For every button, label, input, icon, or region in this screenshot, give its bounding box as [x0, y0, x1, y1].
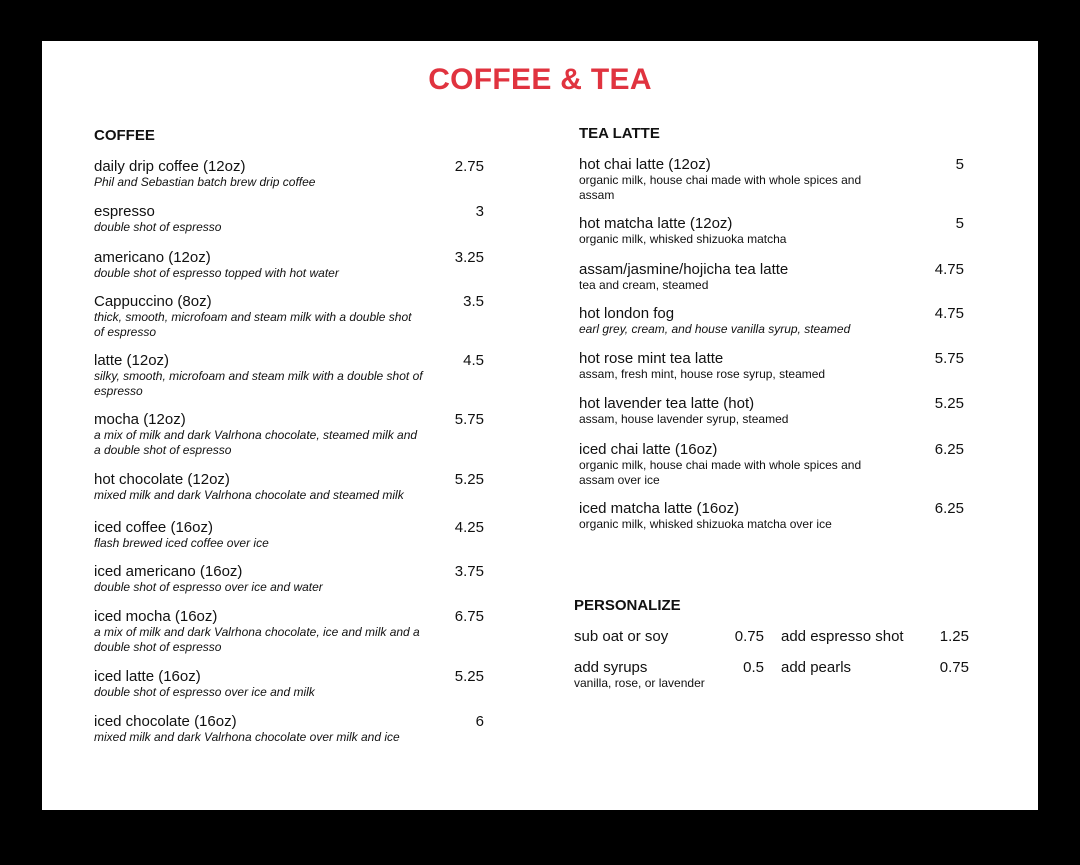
item-name: iced americano (16oz) — [94, 563, 243, 580]
item-price: 2.75 — [454, 158, 484, 175]
item-description: organic milk, whisked shizuoka matcha — [579, 232, 787, 246]
item-description: a mix of milk and dark Valrhona chocolate, ice and milk and a double shot of espresso — [94, 625, 420, 654]
menu-item — [579, 305, 899, 337]
item-description: thick, smooth, microfoam and steam milk with a double shot of espresso — [94, 310, 412, 339]
item-price: 3.75 — [454, 563, 484, 580]
item-description: double shot of espresso over ice and milk — [94, 685, 315, 699]
item-name: mocha (12oz) — [94, 411, 186, 428]
item-price: 4.75 — [934, 261, 964, 278]
menu-item — [781, 659, 931, 676]
item-name: americano (12oz) — [94, 249, 211, 266]
item-price: 3.5 — [463, 293, 484, 310]
item-price: 0.5 — [743, 659, 764, 676]
item-name: add pearls — [781, 659, 852, 676]
item-price: 5.25 — [934, 395, 964, 412]
menu-item — [94, 471, 434, 503]
item-price: 6.75 — [454, 608, 484, 625]
page-title: COFFEE & TEA — [428, 63, 652, 96]
item-name: iced mocha (16oz) — [94, 608, 218, 625]
menu-item — [94, 668, 424, 700]
item-name: Cappuccino (8oz) — [94, 293, 212, 310]
item-price: 1.25 — [939, 628, 969, 645]
item-name: espresso — [94, 203, 155, 220]
item-name: hot london fog — [579, 305, 675, 322]
menu-item — [94, 352, 424, 399]
menu-item — [94, 563, 424, 595]
menu-item — [579, 350, 889, 382]
menu-item — [94, 158, 424, 190]
menu-item — [94, 293, 424, 340]
item-price: 5.75 — [454, 411, 484, 428]
item-price: 0.75 — [939, 659, 969, 676]
item-price: 4.25 — [454, 519, 484, 536]
item-description: silky, smooth, microfoam and steam milk with a double shot of espresso — [94, 369, 423, 398]
item-description: a mix of milk and dark Valrhona chocolate, steamed milk and a double shot of espresso — [94, 428, 418, 457]
item-price: 6 — [475, 713, 484, 730]
item-description: organic milk, whisked shizuoka matcha over ice — [579, 517, 832, 531]
menu-item — [579, 215, 889, 247]
item-description: vanilla, rose, or lavender — [574, 676, 705, 690]
coffee-heading: COFFEE — [94, 127, 155, 144]
menu-item — [574, 628, 724, 645]
menu-item — [94, 713, 434, 745]
item-name: iced chocolate (16oz) — [94, 713, 237, 730]
menu-item — [781, 628, 931, 645]
item-price: 3 — [475, 203, 484, 220]
item-name: iced latte (16oz) — [94, 668, 201, 685]
item-description: flash brewed iced coffee over ice — [94, 536, 269, 550]
item-name: latte (12oz) — [94, 352, 170, 369]
item-name: add syrups — [574, 659, 648, 676]
menu-item — [94, 519, 424, 551]
item-price: 5.25 — [454, 471, 484, 488]
menu-item — [94, 249, 424, 281]
menu-item — [94, 608, 424, 655]
item-price: 6.25 — [934, 441, 964, 458]
item-price: 4.75 — [934, 305, 964, 322]
item-name: sub oat or soy — [574, 628, 669, 645]
item-price: 5.25 — [454, 668, 484, 685]
item-name: hot lavender tea latte (hot) — [579, 395, 755, 412]
item-name: add espresso shot — [781, 628, 904, 645]
item-price: 5.75 — [934, 350, 964, 367]
item-description: mixed milk and dark Valrhona chocolate over milk and ice — [94, 730, 400, 744]
item-name: iced chai latte (16oz) — [579, 441, 718, 458]
menu-item — [94, 203, 424, 235]
menu-page — [42, 41, 1038, 810]
item-description: double shot of espresso topped with hot water — [94, 266, 339, 280]
item-price: 6.25 — [934, 500, 964, 517]
item-name: hot matcha latte (12oz) — [579, 215, 733, 232]
item-description: assam, fresh mint, house rose syrup, steamed — [579, 367, 826, 381]
menu-item — [579, 500, 889, 532]
item-description: assam, house lavender syrup, steamed — [579, 412, 789, 426]
item-description: mixed milk and dark Valrhona chocolate and steamed milk — [94, 488, 404, 502]
item-name: daily drip coffee (12oz) — [94, 158, 246, 175]
menu-item — [94, 411, 424, 458]
item-description: tea and cream, steamed — [579, 278, 709, 292]
item-name: hot chai latte (12oz) — [579, 156, 711, 173]
item-price: 0.75 — [734, 628, 764, 645]
menu-item — [579, 261, 889, 293]
item-price: 3.25 — [454, 249, 484, 266]
item-price: 4.5 — [463, 352, 484, 369]
item-name: assam/jasmine/hojicha tea latte — [579, 261, 789, 278]
personalize-heading: PERSONALIZE — [574, 597, 681, 614]
item-name: iced matcha latte (16oz) — [579, 500, 740, 517]
menu-item — [579, 441, 889, 488]
item-description: double shot of espresso — [94, 220, 222, 234]
item-price: 5 — [955, 156, 964, 173]
tea-latte-heading: TEA LATTE — [579, 125, 660, 142]
item-description: organic milk, house chai made with whole spices and assam — [579, 173, 862, 202]
item-name: iced coffee (16oz) — [94, 519, 213, 536]
item-name: hot rose mint tea latte — [579, 350, 724, 367]
menu-item — [579, 156, 889, 203]
item-price: 5 — [955, 215, 964, 232]
item-name: hot chocolate (12oz) — [94, 471, 230, 488]
item-description: Phil and Sebastian batch brew drip coffee — [94, 175, 316, 189]
item-description: organic milk, house chai made with whole spices and assam over ice — [579, 458, 862, 487]
item-description: double shot of espresso over ice and water — [94, 580, 323, 594]
item-description: earl grey, cream, and house vanilla syrup, steamed — [579, 322, 851, 336]
menu-item — [579, 395, 889, 427]
